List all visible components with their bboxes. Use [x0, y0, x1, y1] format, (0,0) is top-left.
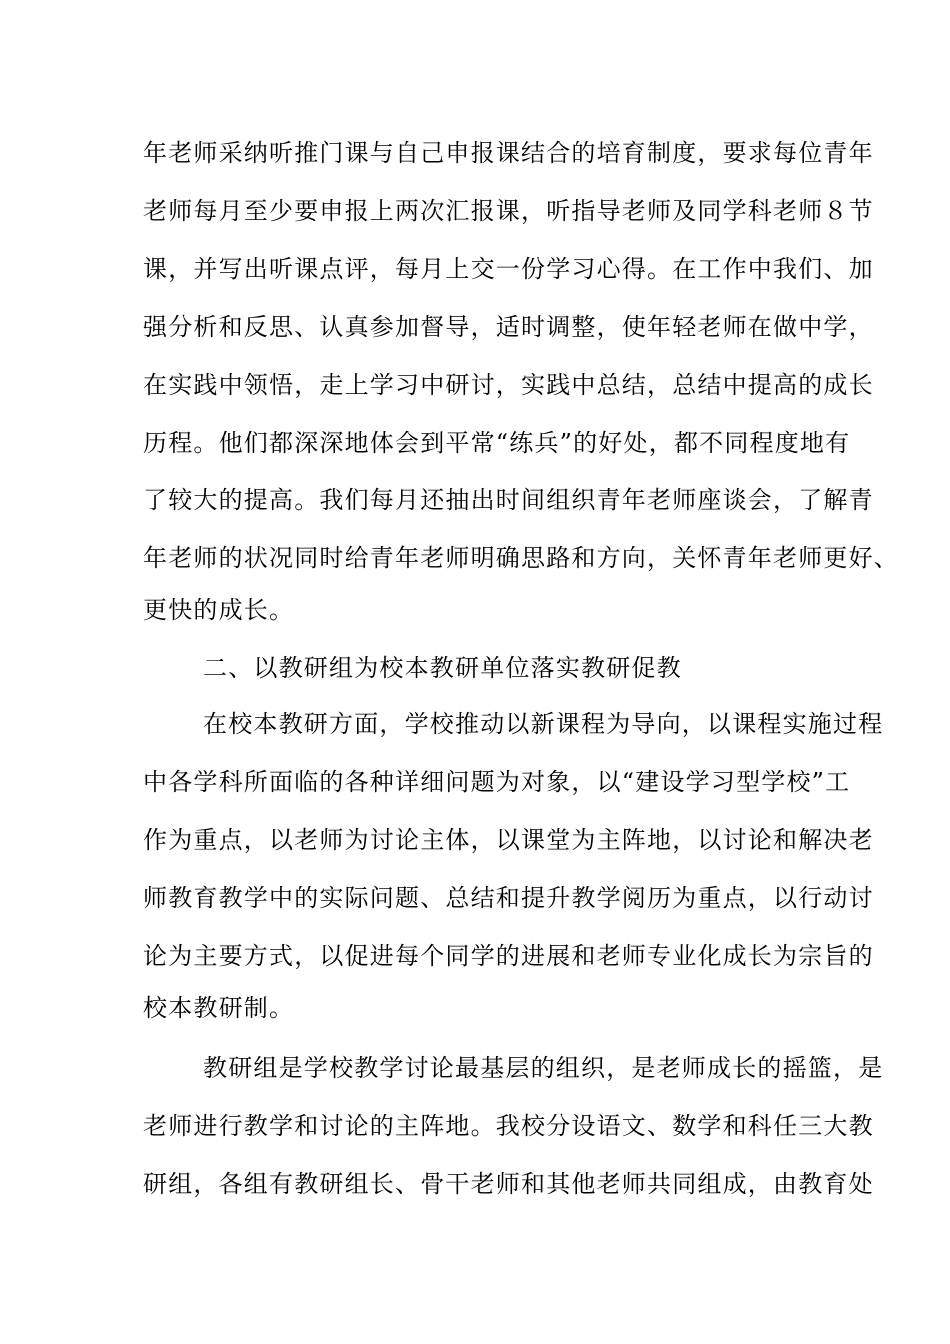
paragraph-line: 教研组是学校教学讨论最基层的组织，是老师成长的摇篮，是 [203, 1054, 884, 1082]
paragraph-line: 研组，各组有教研组长、骨干老师和其他老师共同组成，由教育处 [143, 1170, 874, 1198]
paragraph-line: 论为主要方式，以促进每个同学的进展和老师专业化成长为宗旨的 [143, 942, 874, 970]
paragraph-line: 老师每月至少要申报上两次汇报课，听指导老师及同学科老师８节 [143, 197, 874, 225]
paragraph-line: 年老师的状况同时给青年老师明确思路和方向，关怀青年老师更好、 [143, 544, 899, 572]
paragraph-line: 在校本教研方面，学校推动以新课程为导向，以课程实施过程 [203, 710, 884, 738]
paragraph-line: 师教育教学中的实际问题、总结和提升教学阅历为重点，以行动讨 [143, 884, 874, 912]
paragraph-line: 作为重点，以老师为讨论主体，以课堂为主阵地，以讨论和解决老 [143, 826, 874, 854]
section-heading: 二、以教研组为校本教研单位落实教研促教 [203, 654, 682, 682]
paragraph-line: 更快的成长。 [143, 596, 295, 624]
paragraph-line: 了较大的提高。我们每月还抽出时间组织青年老师座谈会，了解青 [143, 486, 874, 514]
paragraph-line: 校本教研制。 [143, 994, 295, 1022]
paragraph-line: 在实践中领悟，走上学习中研讨，实践中总结，总结中提高的成长 [143, 371, 874, 399]
paragraph-line: 课，并写出听课点评，每月上交一份学习心得。在工作中我们、加 [143, 255, 874, 283]
paragraph-line: 历程。他们都深深地体会到平常“练兵”的好处，都不同程度地有 [143, 429, 851, 457]
paragraph-line: 老师进行教学和讨论的主阵地。我校分设语文、数学和科任三大教 [143, 1112, 874, 1140]
paragraph-line: 中各学科所面临的各种详细问题为对象，以“建设学习型学校”工 [143, 768, 851, 796]
paragraph-line: 年老师采纳听推门课与自己申报课结合的培育制度，要求每位青年 [143, 139, 874, 167]
paragraph-line: 强分析和反思、认真参加督导，适时调整，使年轻老师在做中学， [143, 313, 874, 341]
